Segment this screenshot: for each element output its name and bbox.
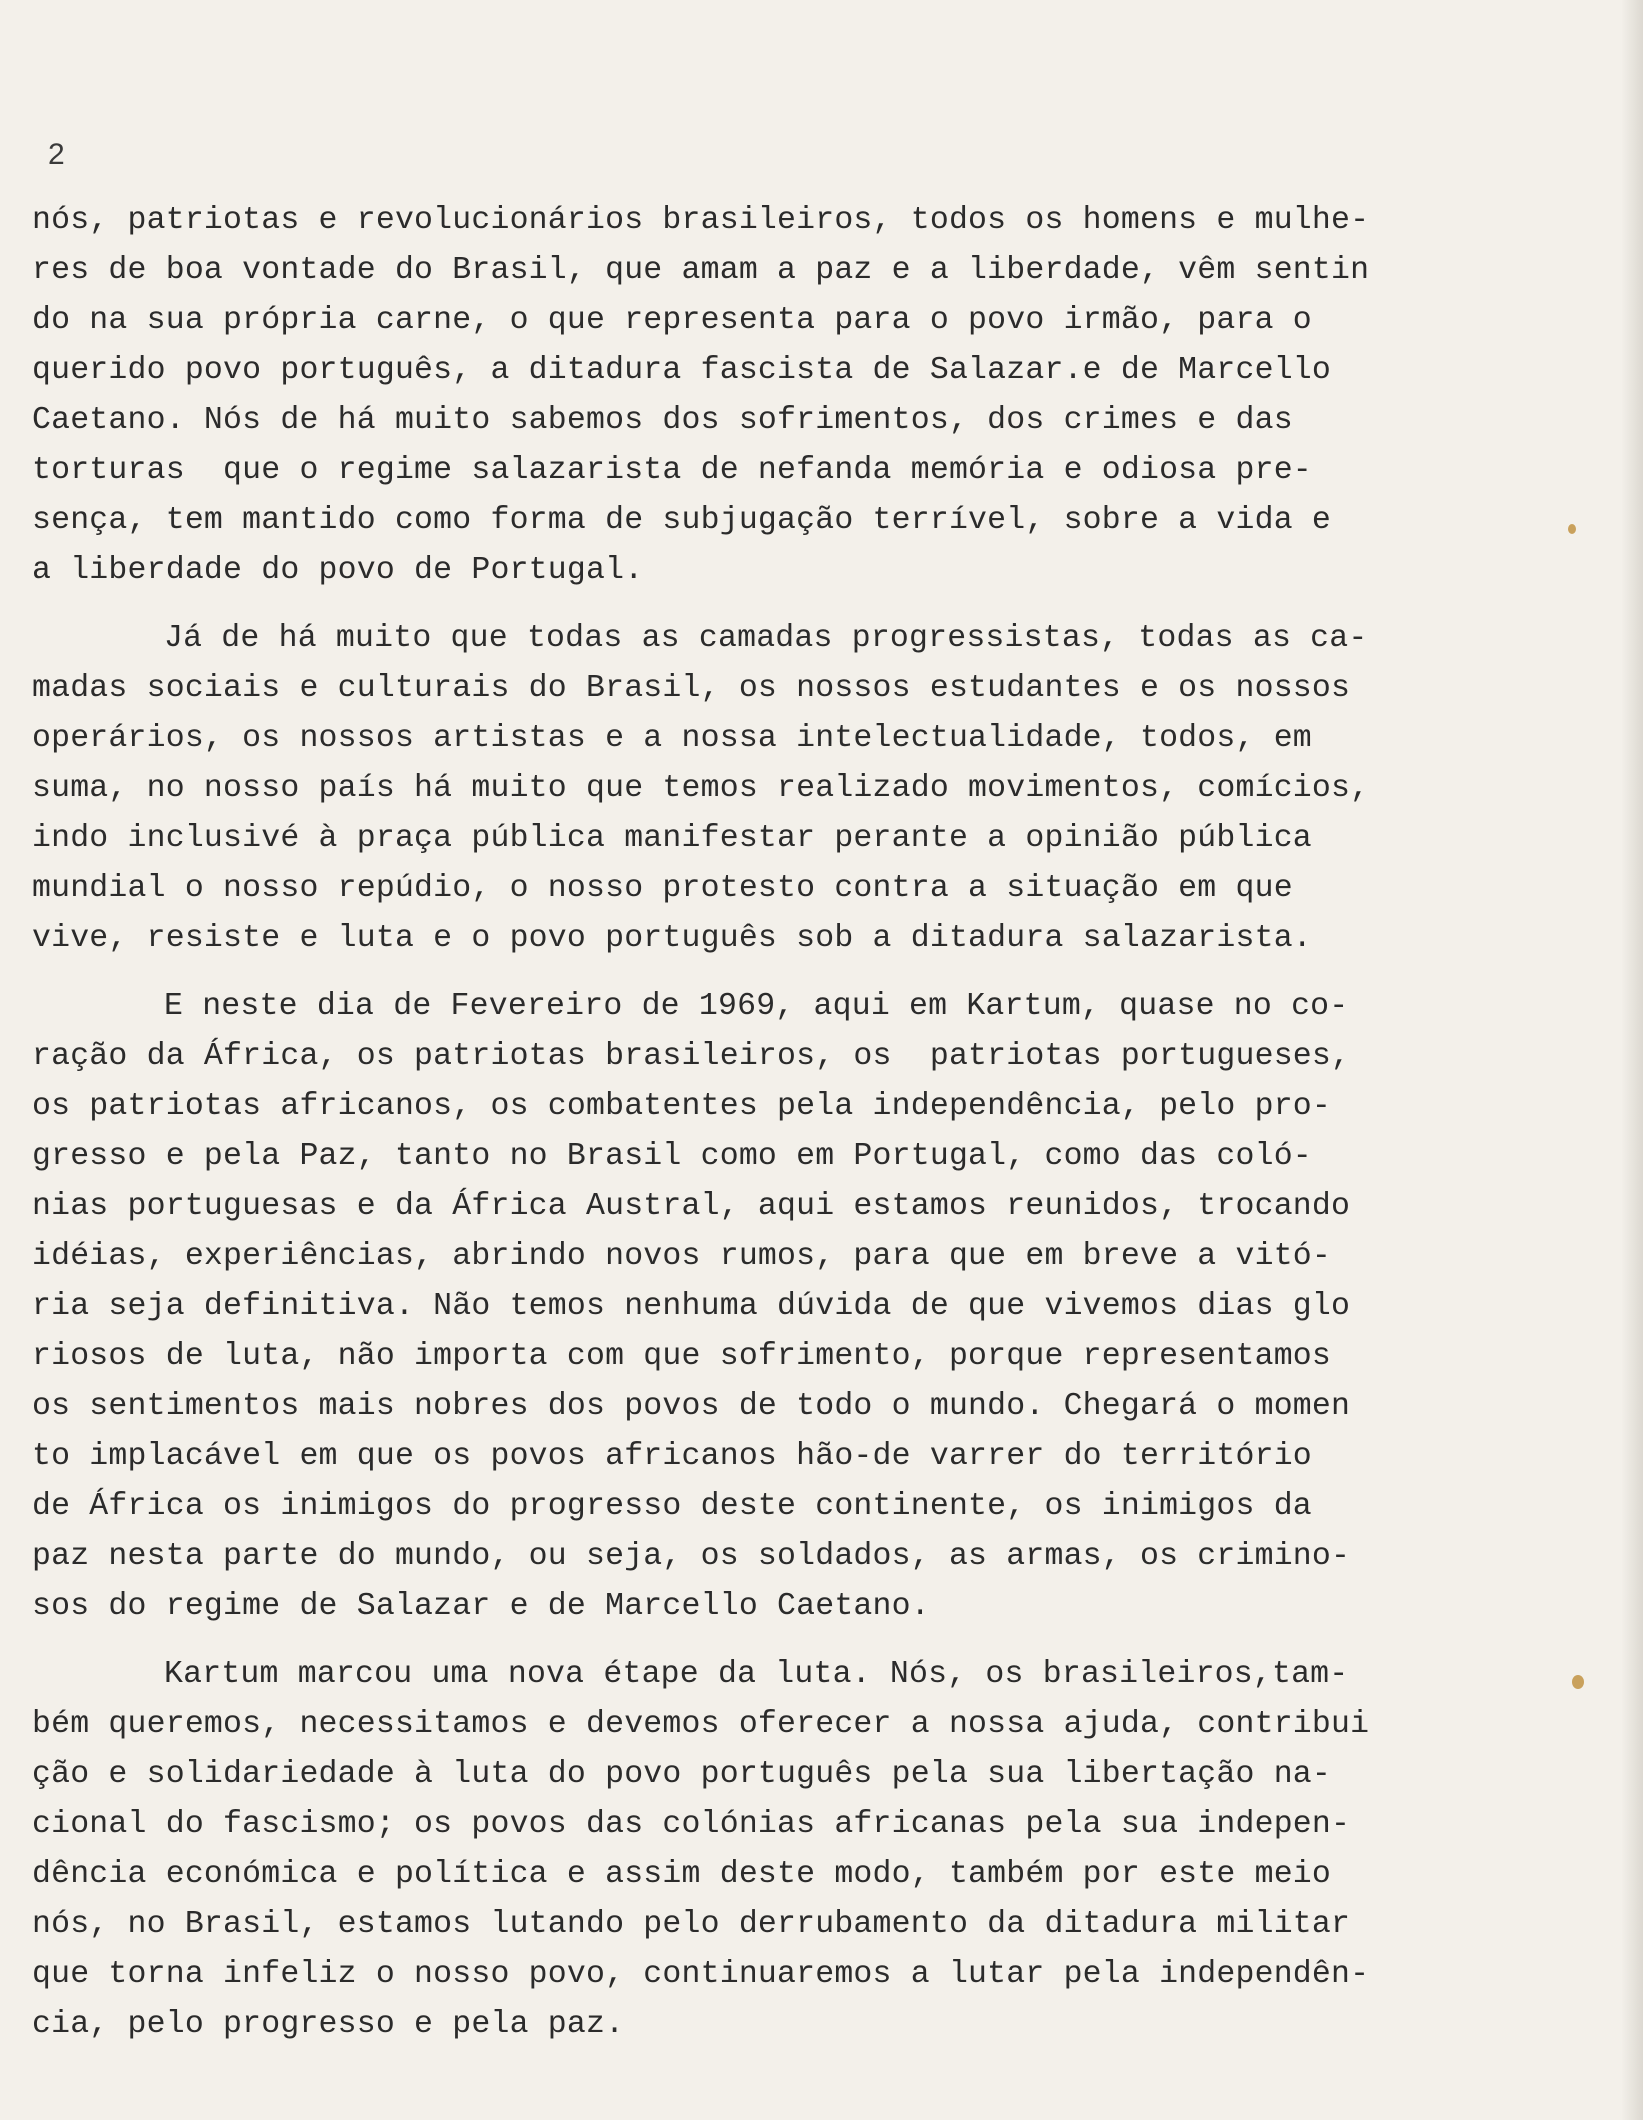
text-line: vive, resiste e luta e o povo português sob a ditadura salazarista. <box>32 921 1312 956</box>
text-line: cia, pelo progresso e pela paz. <box>32 2007 625 2042</box>
text-line: ração da África, os patriotas brasileiros, os patriotas portugueses, <box>32 1039 1351 1074</box>
margin-stain-mark <box>1572 1675 1584 1689</box>
text-line: E neste dia de Fevereiro de 1969, aqui em Kartum, quase no co- <box>164 989 1349 1024</box>
page-number: 2 <box>48 138 65 171</box>
text-line: Kartum marcou uma nova étape da luta. Nós, os brasileiros,tam- <box>164 1657 1349 1692</box>
margin-stain-mark <box>1568 524 1576 534</box>
text-line: gresso e pela Paz, tanto no Brasil como em Portugal, como das coló- <box>32 1139 1312 1174</box>
text-line: ria seja definitiva. Não temos nenhuma dúvida de que vivemos dias glo <box>32 1289 1351 1324</box>
text-line: idéias, experiências, abrindo novos rumos, para que em breve a vitó- <box>32 1239 1332 1274</box>
text-line: a liberdade do povo de Portugal. <box>32 553 644 588</box>
page-edge-shadow <box>1621 0 1643 2120</box>
text-line: os patriotas africanos, os combatentes pela independência, pelo pro- <box>32 1089 1332 1124</box>
text-line: Já de há muito que todas as camadas progressistas, todas as ca- <box>164 621 1368 656</box>
text-line: suma, no nosso país há muito que temos realizado movimentos, comícios, <box>32 771 1370 806</box>
text-line: que torna infeliz o nosso povo, continuaremos a lutar pela independên- <box>32 1957 1370 1992</box>
text-line: bém queremos, necessitamos e devemos oferecer a nossa ajuda, contribui <box>32 1707 1370 1742</box>
text-line: res de boa vontade do Brasil, que amam a paz e a liberdade, vêm sentin <box>32 253 1370 288</box>
text-line: nós, no Brasil, estamos lutando pelo derrubamento da ditadura militar <box>32 1907 1351 1942</box>
text-line: mundial o nosso repúdio, o nosso protesto contra a situação em que <box>32 871 1293 906</box>
text-line: operários, os nossos artistas e a nossa intelectualidade, todos, em <box>32 721 1312 756</box>
text-line: ção e solidariedade à luta do povo português pela sua libertação na- <box>32 1757 1332 1792</box>
text-line: to implacável em que os povos africanos hão-de varrer do território <box>32 1439 1312 1474</box>
paragraph-1 <box>32 196 1402 596</box>
text-line: sença, tem mantido como forma de subjugação terrível, sobre a vida e <box>32 503 1332 538</box>
text-line: Caetano. Nós de há muito sabemos dos sofrimentos, dos crimes e das <box>32 403 1293 438</box>
paragraph-2 <box>32 614 1402 964</box>
document-body <box>32 196 1402 2050</box>
text-line: de África os inimigos do progresso deste continente, os inimigos da <box>32 1489 1312 1524</box>
text-line: riosos de luta, não importa com que sofrimento, porque representamos <box>32 1339 1332 1374</box>
text-line: do na sua própria carne, o que representa para o povo irmão, para o <box>32 303 1312 338</box>
text-line: sos do regime de Salazar e de Marcello Caetano. <box>32 1589 930 1624</box>
text-line: nós, patriotas e revolucionários brasileiros, todos os homens e mulhe- <box>32 203 1370 238</box>
paragraph-3 <box>32 982 1402 1632</box>
text-line: cional do fascismo; os povos das colónias africanas pela sua indepen- <box>32 1807 1351 1842</box>
text-line: paz nesta parte do mundo, ou seja, os soldados, as armas, os crimino- <box>32 1539 1351 1574</box>
text-line: os sentimentos mais nobres dos povos de todo o mundo. Chegará o momen <box>32 1389 1351 1424</box>
text-line: nias portuguesas e da África Austral, aqui estamos reunidos, trocando <box>32 1189 1351 1224</box>
text-line: indo inclusivé à praça pública manifestar perante a opinião pública <box>32 821 1312 856</box>
paragraph-4 <box>32 1650 1402 2050</box>
text-line: madas sociais e culturais do Brasil, os nossos estudantes e os nossos <box>32 671 1351 706</box>
text-line: querido povo português, a ditadura fascista de Salazar.e de Marcello <box>32 353 1332 388</box>
text-line: dência económica e política e assim deste modo, também por este meio <box>32 1857 1332 1892</box>
text-line: torturas que o regime salazarista de nefanda memória e odiosa pre- <box>32 453 1312 488</box>
